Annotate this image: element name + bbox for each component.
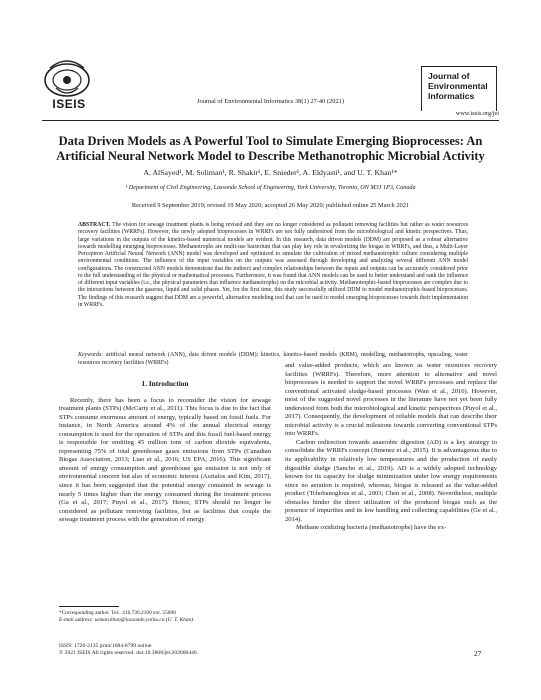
- footnote-rule: [59, 606, 119, 607]
- journal-reference: Journal of Environmental Informatics 38(1) 27-40 (2021): [197, 98, 344, 105]
- journal-url[interactable]: www.iseis.org/jei: [455, 110, 499, 117]
- title-line1: Data Driven Models as A Powerful Tool to Simulate Emerging Bioprocesses: An: [58, 134, 483, 148]
- right-column: [285, 362, 497, 533]
- abstract: [78, 222, 468, 309]
- intro-paragraph-3: Methane oxidizing bacteria (methanotrophs) have the ex-: [296, 524, 447, 532]
- keywords-text: artificial neural network (ANN), data driven models (DDM); kinetics, kinetics-based models (KBM), modelling, methanotrophs, upscaling, water resources recovery facilities (WRRFs): [78, 352, 468, 366]
- issn: ISSN: 1726-2135 print/1684-8799 online: [59, 643, 152, 649]
- abstract-label: ABSTRACT.: [78, 222, 111, 228]
- left-column: [59, 380, 271, 525]
- intro-paragraph-2: Carbon redirection towards anaerobic digestion (AD) is a key strategy to consolidate the WRRFs concept (Jimenez et al., 2015). It is advantageous due to its applicability in relatively low temperatures and the production of easily digestible sludge (Sancho et al., 2019). AD is a widely adopted technology known for its capacity for sludge minimization under low energy requirements since no aeration is required, whereas, biogas is released as the value-added product (Tchobanoglous et al., 2003; Chen et al., 2008). Nevertheless, multiple obstacles hinder the direct utilization of the produced biogas such as the presence of impurities and its low handling and collecting capabilities (Ge et al., 2014).: [285, 438, 497, 523]
- publication-info: [59, 643, 289, 657]
- intro-paragraph-1: Recently, there has been a focus to reconsider the vision for sewage treatment plants (STPs) (McCarty et al., 2011). This focus is due to the fact that STPs consume enormous amount of energy, typically based on fossil fuels. For instance, in North America around 4% of the annual electrical energy consumption is used for the operation of STPs and this fossil fuel-based energy is responsible for emitting 45 million tons of carbon dioxide equivalents, representing 75% of total greenhouse gases emissions from STPs (Canadian Biogas Association, 2013; Liao et al., 2016; US EPA, 2016). This significant amount of energy consumption and greenhouse gas emission is not only of environmental concern but also of economic interest (Asztalos and Kim, 2017), since it has been suggested that the potential energy contained in sewage is nearly 5 times higher than the energy consumed during the treatment process (Ga et al., 2017; Puyol et al., 2017). Hence, STPs should no longer be considered as pollutant removing facilities, but as facilities that couple the sewage treatment process with the generation of energy: [59, 396, 271, 524]
- page-number: 27: [474, 650, 482, 658]
- affiliation: ¹ Department of Civil Engineering, Lassonde School of Engineering, York University, Toronto, ON M3J 1P3, Canada: [125, 184, 416, 191]
- journal-name-line1: Journal of: [428, 71, 470, 81]
- logo-text: ISEIS: [52, 97, 86, 111]
- journal-name-line2: Environmental: [428, 81, 488, 91]
- intro-paragraph-1-cont: and value-added products, which are known as water resources recovery facilities (WRRFs). Therefore, more attention to alternative and novel bioprocesses is needed to support the novel WRRFs processes and replace the conventional activated sludge-based processes (Wan et al., 2016). However, most of the suggested novel processes in the literature have not yet been fully understood from both the microbiological and kinetic perspectives (Puyol et al., 2017). Consequently, the development of reliable models that can describe their microbial activity is a crucial milestone towards converting conventional STPs into WRRFs.: [285, 362, 497, 438]
- article-title: [40, 134, 501, 164]
- iseis-logo: [42, 58, 92, 98]
- abstract-text: The vision for sewage treatment plants is being revised and they are no longer considered as pollutant removing facilities but rather as water resources recovery facilities (WRRFs). However, the newly adopted bioprocesses in WRRFs are not fully understood from the microbiological and kinetic perspectives. Thus, large variations in the outputs of the kinetics-based numerical models are evident. In this research, data driven models (DDM) are proposed as a robust alternative towards modelling emerging bioprocesses. Methanotrophs are multi-use bacterium that can play key role in revalorizing the biogas in WRRFs, and thus, a Multi-Layer Perceptron Artificial Neural Network (ANN) model was developed and optimized to simulate the cultivation of mixed methanotrophic culture considering multiple environmental conditions. The influence of the input variables on the outputs was assessed through developing and analyzing several different ANN model configurations. The constructed ANN models demonstrate that the indirect and complex relationships between the inputs and outputs can be accurately considered prior to the full understanding of the physical or mathematical processes. Furthermore, it was found that ANN models can be used to better understand and rank the influence of different input variables (i.e., the physical parameters that influence methanotrophs) on the microbial activity. Methanotrophic-based bioprocesses are complex due to the interactions between the gaseous, liquid and solid phases. Yet, for the first time, this study successfully utilized DDM to model methanotrophic-based bioprocesses. The findings of this research suggest that DDM are a powerful, alternative modeling tool that can be used to model emerging bioprocesses towards their implementation in WRRFs.: [78, 222, 468, 308]
- corresponding-author: *Corresponding author. Tel.: 416.736.2100 ext. 55890: [59, 610, 176, 616]
- footnote: [59, 610, 279, 624]
- keywords-label: Keywords:: [78, 352, 104, 358]
- article-dates: Received 9 September 2019; revised 19 May 2020; accepted 26 May 2020; published online 25 March 2021: [131, 202, 410, 209]
- section-heading-introduction: 1. Introduction: [141, 379, 189, 388]
- title-line2: Artificial Neural Network Model to Describe Methanotrophic Microbial Activity: [56, 149, 485, 163]
- journal-name-line3: Informatics: [428, 91, 475, 101]
- author-list: A. AlSayed¹, M. Soliman¹, R. Shakir¹, E. Snieder¹, A. Eldyasti¹, and U. T. Khan¹*: [143, 168, 398, 177]
- copyright: © 2021 ISEIS All rights reserved. doi:10.3808/jei.202000446.: [59, 650, 199, 657]
- journal-name-box: [421, 66, 497, 111]
- email-address: E-mail address: usman.khan@lassonde.yorku.ca (U. T. Khan).: [59, 617, 195, 623]
- header-rule: [42, 120, 499, 121]
